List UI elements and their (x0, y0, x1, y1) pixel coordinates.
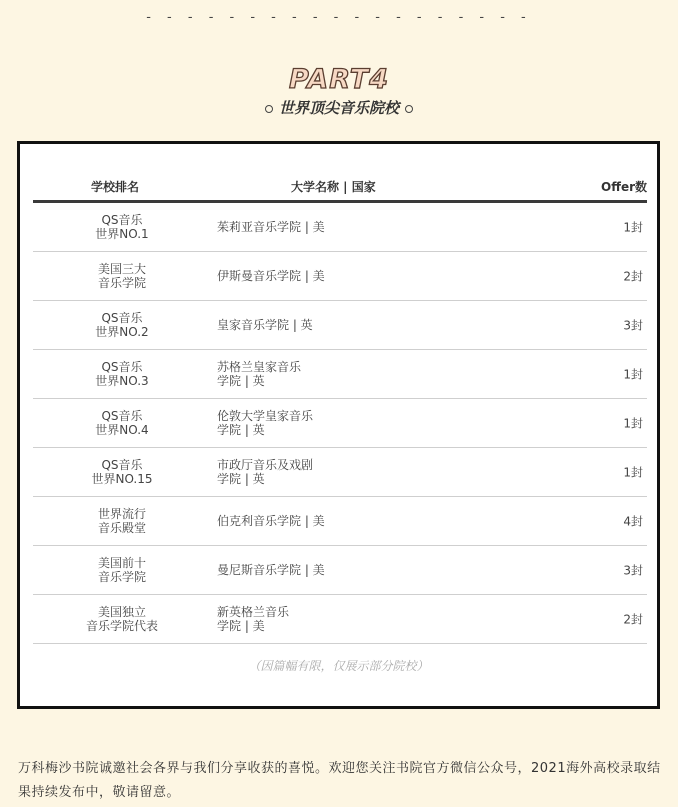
row-offer: 3封 (623, 563, 643, 578)
circle-bullet-icon (405, 105, 413, 113)
table-row (33, 252, 647, 301)
table-header (33, 174, 647, 200)
row-university: 伯克利音乐学院 | 美 (217, 514, 325, 528)
top-dashed-divider: - - - - - - - - - - - - - - - - - - - (146, 10, 532, 25)
table-row (33, 497, 647, 546)
row-offer: 1封 (623, 416, 643, 431)
section-subtitle: 世界顶尖音乐院校 (278, 99, 399, 117)
footer-paragraph: 万科梅沙书院诚邀社会各界与我们分享收获的喜悦。欢迎您关注书院官方微信公众号，2021海外高校录取结果持续发布中，敬请留意。 (18, 761, 661, 800)
row-rank: 美国三大 音乐学院 (97, 262, 146, 290)
row-university: 新英格兰音乐 学院 | 美 (217, 605, 290, 633)
row-offer: 3封 (623, 318, 643, 333)
schools-table-frame (17, 141, 660, 709)
table-row (33, 399, 647, 448)
header-university: 大学名称 | 国家 (291, 180, 376, 194)
table-row (33, 546, 647, 595)
table-row (33, 595, 647, 644)
row-rank: QS音乐 世界NO.4 (95, 409, 149, 437)
row-university: 皇家音乐学院 | 英 (217, 318, 313, 332)
table-row (33, 301, 647, 350)
table-footnote: （因篇幅有限，仅展示部分院校） (248, 659, 429, 673)
row-university: 茱莉亚音乐学院 | 美 (217, 220, 325, 234)
row-university: 苏格兰皇家音乐 学院 | 英 (217, 360, 302, 388)
row-offer: 4封 (623, 514, 643, 529)
table-row (33, 350, 647, 399)
row-university: 伊斯曼音乐学院 | 美 (217, 269, 325, 283)
row-rank: QS音乐 世界NO.2 (95, 311, 149, 339)
row-offer: 1封 (623, 465, 643, 480)
table-row (33, 203, 647, 252)
row-rank: QS音乐 世界NO.1 (95, 213, 149, 241)
section-subtitle-row (0, 97, 678, 118)
row-offer: 2封 (623, 269, 643, 284)
header-offer: Offer数 (601, 180, 647, 194)
row-offer: 1封 (623, 367, 643, 382)
row-university: 市政厅音乐及戏剧 学院 | 英 (217, 458, 314, 486)
row-rank: 美国前十 音乐学院 (97, 556, 146, 584)
table-row (33, 448, 647, 497)
row-offer: 2封 (623, 612, 643, 627)
row-university: 曼尼斯音乐学院 | 美 (217, 563, 325, 577)
circle-bullet-icon (265, 105, 273, 113)
header-rank: 学校排名 (91, 180, 140, 194)
row-rank: QS音乐 世界NO.15 (91, 458, 153, 486)
row-university: 伦敦大学皇家音乐 学院 | 英 (217, 409, 314, 437)
row-rank: 美国独立 音乐学院代表 (85, 605, 158, 633)
part-title: PART4 (289, 64, 389, 95)
row-rank: 世界流行 音乐殿堂 (97, 507, 146, 535)
row-offer: 1封 (623, 220, 643, 235)
table-body (33, 203, 647, 644)
row-rank: QS音乐 世界NO.3 (95, 360, 149, 388)
